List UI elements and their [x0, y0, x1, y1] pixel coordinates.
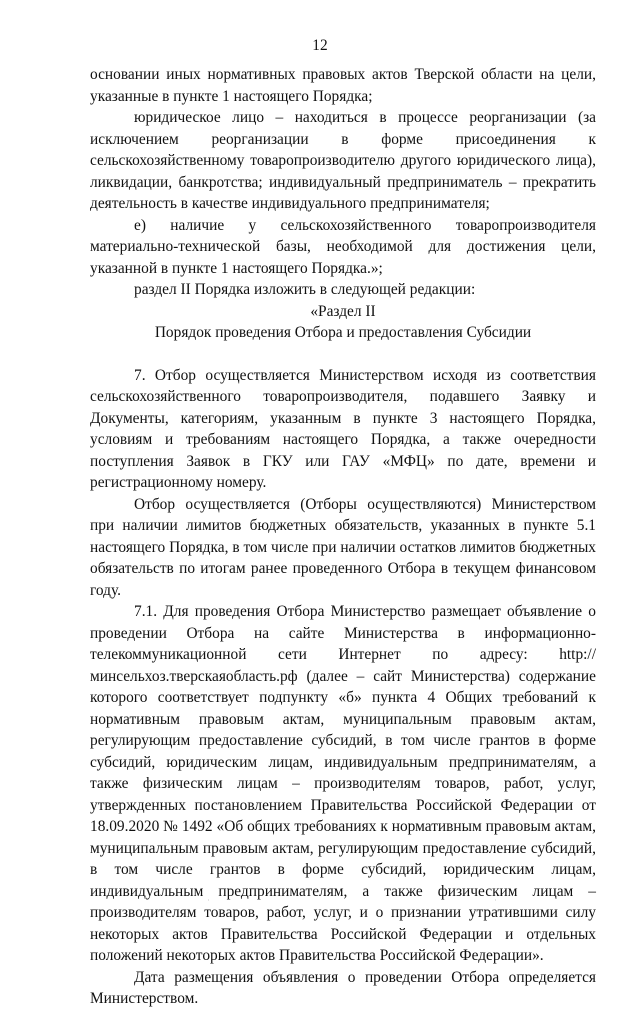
spacer [90, 344, 596, 365]
paragraph-4: раздел II Порядка изложить в следующей редакции: [134, 281, 476, 298]
section-title: Порядок проведения Отбора и предоставления Субсидии [154, 324, 532, 341]
page-number: 12 [312, 37, 328, 54]
paragraph-3: е) наличие у сельскохозяйственного товаропроизводителя материально-технической базы, необходимой для достижения цели, указанной в пункте 1 настоящего Порядка.»; [90, 216, 596, 277]
section-heading: «Раздел II [310, 302, 376, 320]
bottom-scan-marks [0, 899, 640, 901]
paragraph-2: юридическое лицо – находиться в процессе реорганизации (за исключением реорганизации в форме присоединения к сельскохозяйственному товаропроизводителю другого юридического лица), ликвидации, банкротства; индивидуальный предприниматель – прекратить деятельность в качестве индивидуального предпринимателя; [90, 109, 596, 212]
paragraph-6: Отбор осуществляется (Отборы осуществляются) Министерством при наличии лимитов бюджетных обязательств, указанных в пункте 5.1 настоящего Порядка, в том числе при наличии остатков лимитов бюджетных обязательств по итогам ранее проведенного Отбора в текущем финансовом году. [90, 495, 596, 599]
document-body [90, 64, 596, 1010]
paragraph-1: основании иных нормативных правовых актов Тверской области на цели, указанные в пункте 1 настоящего Порядка; [90, 66, 596, 105]
paragraph-8: Дата размещения объявления о проведении Отбора определяется Министерством. [90, 968, 596, 1007]
paragraph-7: 7.1. Для проведения Отбора Министерство размещает объявление о проведении Отбора на сайте Министерства в информационно-телекоммуникационной сети Интернет по адресу: http://минсельхоз.тверскаяобласть.рф (далее – сайт Министерства) содержание которого соответствует подпункту «б» пункта 4 Общих требований к нормативным правовым актам, муниципальным правовым актам, регулирующим предоставление субсидий, в том числе грантов в форме субсидий, юридическим лицам, индивидуальным предпринимателям, а также физическим лицам – производителям товаров, работ, услуг, утвержденных постановлением Правительства Российской Федерации от 18.09.2020 № 1492 «Об общих требованиях к нормативным правовым актам, муниципальным правовым актам, регулирующим предоставление субсидий, в том числе грантов в форме субсидий, юридическим лицам, индивидуальным предпринимателям, а также физическим лицам – производителям товаров, работ, услуг, и о признании утратившими силу некоторых актов Правительства Российской Федерации и отдельных положений некоторых актов Правительства Российской Федерации». [90, 603, 596, 964]
paragraph-5: 7. Отбор осуществляется Министерством исходя из соответствия сельскохозяйственного товаропроизводителя, подавшего Заявку и Документы, категориям, указанным в пункте 3 настоящего Порядка, условиям и требованиям настоящего Порядка, а также очередности поступления Заявок в ГКУ или ГАУ «МФЦ» по дате, времени и регистрационному номеру. [90, 366, 596, 491]
